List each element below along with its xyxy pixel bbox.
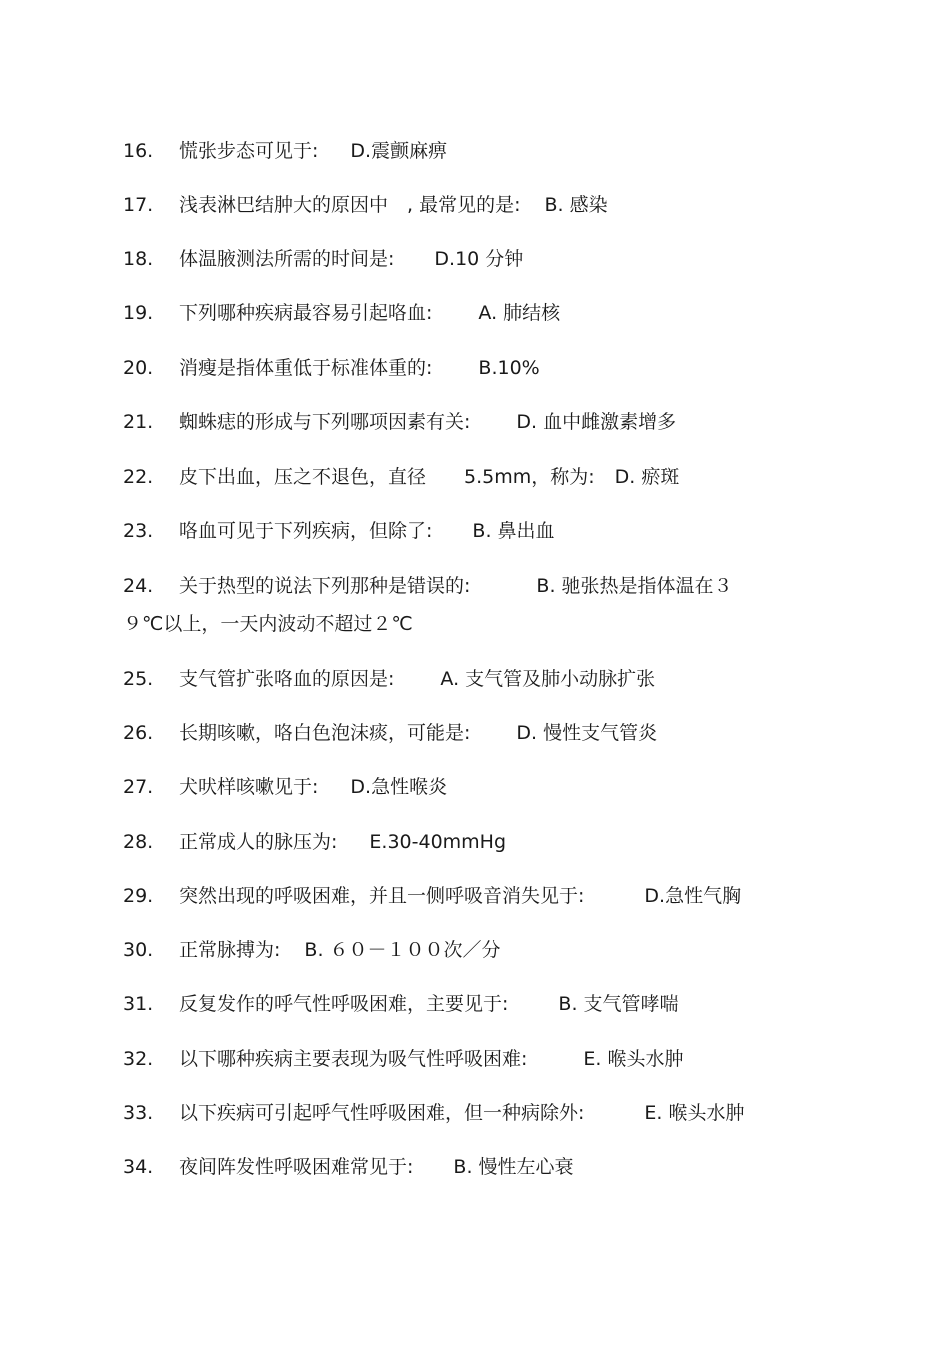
question-item (123, 1095, 823, 1131)
question-stem: 以下哪种疾病主要表现为吸气性呼吸困难: (179, 1048, 528, 1070)
question-stem: 正常脉搏为: (179, 939, 281, 961)
question-number: 21. (123, 411, 154, 433)
question-number: 16. (123, 140, 154, 162)
question-stem: 长期咳嗽，咯白色泡沫痰，可能是: (179, 722, 471, 744)
question-item (123, 661, 823, 697)
question-item (123, 295, 823, 331)
question-number: 19. (123, 302, 154, 324)
question-stem: 夜间阵发性呼吸困难常见于: (179, 1156, 414, 1178)
question-answer: B. 鼻出血 (472, 520, 555, 542)
question-answer: E. 喉头水肿 (644, 1102, 745, 1124)
question-number: 29. (123, 885, 154, 907)
question-stem: 慌张步态可见于: (179, 140, 319, 162)
question-item (123, 513, 823, 549)
question-stem: 反复发作的呼气性呼吸困难，主要见于: (179, 993, 509, 1015)
question-number: 28. (123, 831, 154, 853)
question-number: 26. (123, 722, 154, 744)
question-item (123, 1149, 823, 1185)
question-answer-continuation: ９℃以上，一天内波动不超过２℃ (123, 613, 413, 635)
question-item (123, 878, 823, 914)
question-answer: D. 血中雌激素增多 (516, 411, 677, 433)
question-stem: 皮下出血，压之不退色，直径 5.5mm，称为: (179, 466, 595, 488)
question-answer: B.10% (478, 357, 540, 379)
question-number: 32. (123, 1048, 154, 1070)
question-number: 30. (123, 939, 154, 961)
question-stem: 正常成人的脉压为: (179, 831, 338, 853)
question-item (123, 824, 823, 860)
question-item (123, 350, 823, 386)
question-number: 22. (123, 466, 154, 488)
question-answer: D. 瘀斑 (614, 466, 680, 488)
question-answer: D.10 分钟 (434, 248, 524, 270)
question-answer: D.震颤麻痹 (350, 140, 448, 162)
question-number: 18. (123, 248, 154, 270)
question-stem: 蜘蛛痣的形成与下列哪项因素有关: (179, 411, 471, 433)
question-number: 33. (123, 1102, 154, 1124)
question-number: 31. (123, 993, 154, 1015)
question-item (123, 932, 823, 968)
question-stem: 消瘦是指体重低于标准体重的: (179, 357, 433, 379)
question-stem: 下列哪种疾病最容易引起咯血: (179, 302, 433, 324)
question-number: 27. (123, 776, 154, 798)
question-item (123, 459, 823, 495)
question-answer: D.急性气胸 (644, 885, 742, 907)
question-number: 17. (123, 194, 154, 216)
question-stem: 体温腋测法所需的时间是: (179, 248, 395, 270)
question-stem: 犬吠样咳嗽见于: (179, 776, 319, 798)
question-number: 34. (123, 1156, 154, 1178)
question-answer: B. 驰张热是指体温在３ (536, 575, 733, 597)
question-stem: 咯血可见于下列疾病，但除了: (179, 520, 433, 542)
question-item (123, 241, 823, 277)
question-stem: 以下疾病可引起呼气性呼吸困难，但一种病除外: (179, 1102, 585, 1124)
question-answer: D. 慢性支气管炎 (516, 722, 658, 744)
question-item (123, 715, 823, 751)
question-item (123, 1041, 823, 1077)
question-number: 24. (123, 575, 154, 597)
question-answer: D.急性喉炎 (350, 776, 448, 798)
question-stem: 支气管扩张咯血的原因是: (179, 668, 395, 690)
question-item (123, 986, 823, 1022)
question-answer: B. 慢性左心衰 (453, 1156, 574, 1178)
question-item (123, 187, 823, 223)
question-answer: A. 肺结核 (478, 302, 561, 324)
question-item (123, 769, 823, 805)
question-answer: B. ６０－１００次／分 (304, 939, 501, 961)
question-answer: E.30-40mmHg (369, 831, 507, 853)
question-stem: 突然出现的呼吸困难，并且一侧呼吸音消失见于: (179, 885, 585, 907)
question-item (123, 567, 823, 643)
question-item (123, 133, 823, 169)
question-answer: B. 支气管哮喘 (558, 993, 679, 1015)
question-answer: B. 感染 (544, 194, 608, 216)
question-item (123, 404, 823, 440)
question-number: 23. (123, 520, 154, 542)
question-answer: A. 支气管及肺小动脉扩张 (440, 668, 656, 690)
question-number: 20. (123, 357, 154, 379)
question-answer: E. 喉头水肿 (583, 1048, 684, 1070)
question-stem: 关于热型的说法下列那种是错误的: (179, 575, 471, 597)
question-number: 25. (123, 668, 154, 690)
question-stem: 浅表淋巴结肿大的原因中 , 最常见的是: (179, 194, 521, 216)
